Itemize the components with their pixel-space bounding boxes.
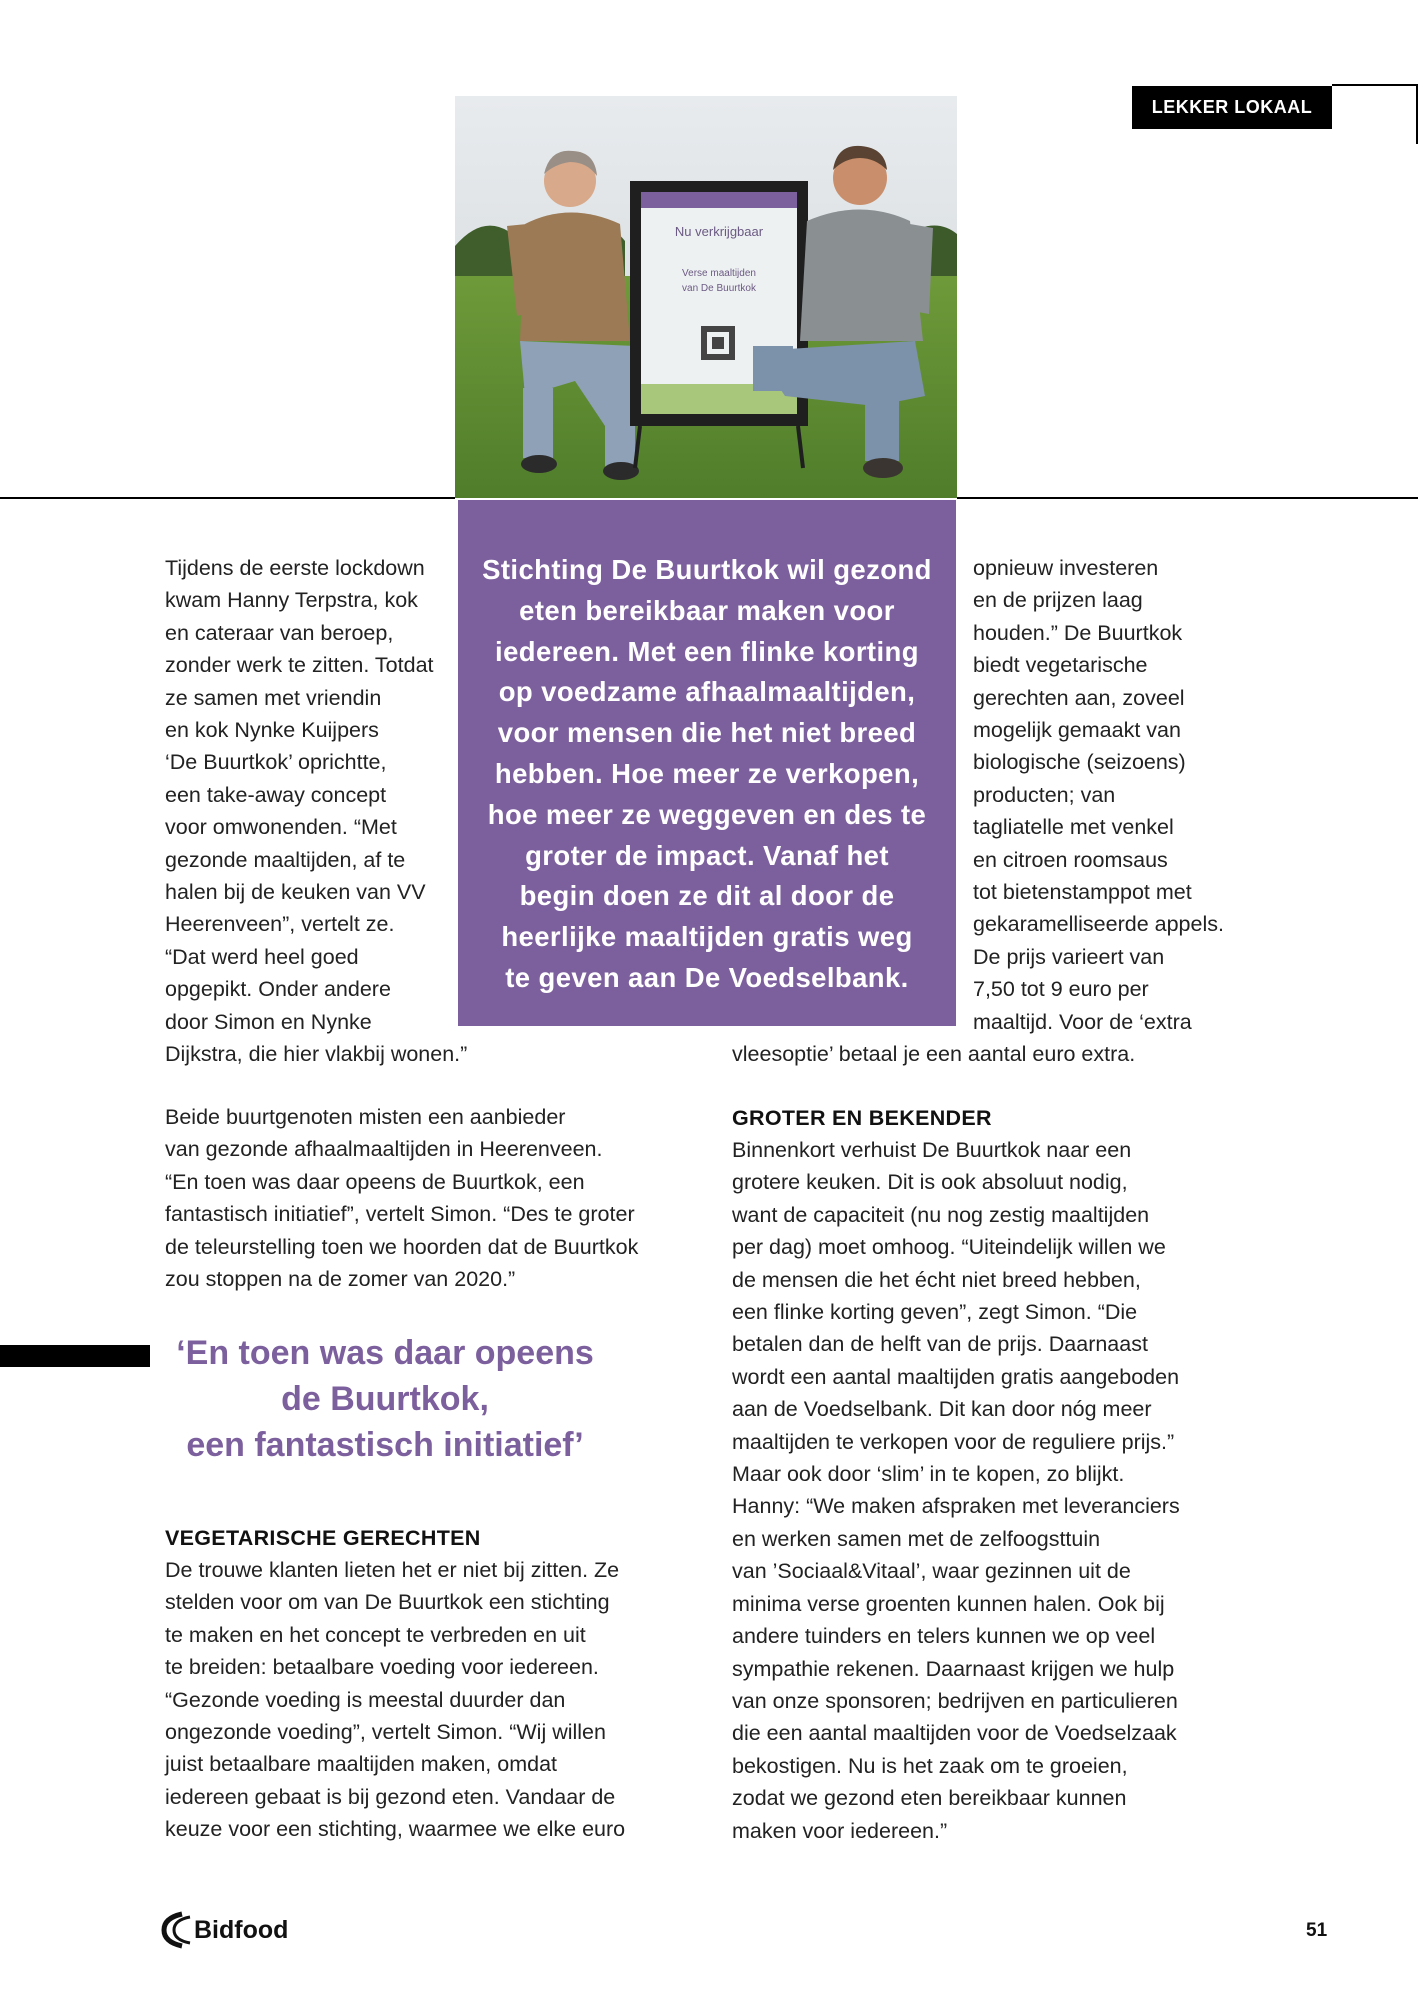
text-line: stelden voor om van De Buurtkok een stichting — [165, 1590, 610, 1615]
text-line: biedt vegetarische — [973, 653, 1148, 678]
text-line: De prijs varieert van — [973, 944, 1165, 969]
text-line: zonder werk te zitten. Totdat — [165, 653, 434, 678]
text-line: fantastisch initiatief”, vertelt Simon. “Des te groter — [165, 1202, 635, 1227]
text-line: zou stoppen na de zomer van 2020.” — [165, 1267, 516, 1292]
text-line: mogelijk gemaakt van — [973, 718, 1181, 743]
left-paragraph-3 — [165, 1554, 625, 1846]
text-line: opgepikt. Onder andere — [165, 977, 391, 1002]
text-line: wordt een aantal maaltijden gratis aangeboden — [732, 1364, 1180, 1389]
text-line: maken voor iedereen.” — [732, 1818, 948, 1843]
text-line: te breiden: betaalbare voeding voor iedereen. — [165, 1655, 599, 1680]
text-line: Hanny: “We maken afspraken met leveranciers — [732, 1494, 1180, 1519]
hero-photo — [455, 96, 957, 498]
quote-line: een fantastisch initiatief’ — [186, 1426, 584, 1464]
text-line: “Gezonde voeding is meestal duurder dan — [165, 1687, 566, 1712]
intro-line: begin doen ze dit al door de — [519, 880, 895, 912]
text-line: door Simon en Nynke — [165, 1009, 372, 1034]
intro-line: Stichting De Buurtkok wil gezond — [482, 554, 932, 585]
text-line: bekostigen. Nu is het zaak om te groeien, — [732, 1753, 1128, 1778]
text-line: voor omwonenden. “Met — [165, 815, 397, 840]
pull-quote — [140, 1330, 630, 1468]
text-line: gerechten aan, zoveel — [973, 685, 1185, 710]
quote-line: de Buurtkok, — [281, 1380, 489, 1418]
text-line: sympathie rekenen. Daarnaast krijgen we hulp — [732, 1656, 1175, 1681]
text-line: per dag) moet omhoog. “Uiteindelijk willen we — [732, 1235, 1166, 1260]
text-line: betalen dan de helft van de prijs. Daarnaast — [732, 1332, 1148, 1357]
intro-line: op voedzame afhaalmaaltijden, — [498, 676, 916, 708]
text-line: “Dat werd heel goed — [165, 944, 359, 969]
text-line: maaltijd. Voor de ‘extra — [973, 1009, 1192, 1034]
heading-vegetarische-gerechten: VEGETARISCHE GERECHTEN — [165, 1526, 481, 1550]
text-line: ongezonde voeding”, vertelt Simon. “Wij willen — [165, 1720, 606, 1745]
text-line: tot bietenstamppot met — [973, 880, 1192, 905]
text-line: houden.” De Buurtkok — [973, 620, 1183, 645]
right-paragraph-2 — [732, 1134, 1180, 1847]
intro-line: hoe meer ze weggeven en des te — [487, 798, 927, 830]
text-line: van ’Sociaal&Vitaal’, waar gezinnen uit de — [732, 1559, 1131, 1584]
text-line: Binnenkort verhuist De Buurtkok naar een — [732, 1138, 1132, 1162]
text-line: keuze voor een stichting, waarmee we elke euro — [165, 1817, 626, 1842]
text-line: en citroen roomsaus — [973, 847, 1168, 872]
bidfood-logo — [160, 1908, 290, 1955]
intro-line: heerlijke maaltijden gratis weg — [501, 921, 913, 953]
text-line: en de prijzen laag — [973, 588, 1143, 613]
text-line: Maar ook door ‘slim’ in te kopen, zo blijkt. — [732, 1462, 1125, 1487]
text-line: aan de Voedselbank. Dit kan door nóg meer — [732, 1397, 1152, 1422]
text-line: van gezonde afhaalmaaltijden in Heerenveen. — [165, 1137, 603, 1162]
right-paragraph-1-end: vleesoptie’ betaal je een aantal euro extra. — [732, 1042, 1136, 1066]
text-line: producten; van — [973, 782, 1116, 807]
text-line: gekaramelliseerde appels. — [973, 912, 1224, 937]
section-tag: LEKKER LOKAAL — [1132, 86, 1332, 129]
right-paragraph-1 — [973, 552, 1224, 1038]
text-line: halen bij de keuken van VV — [165, 880, 426, 905]
text-line: ze samen met vriendin — [165, 685, 382, 710]
text-line: biologische (seizoens) — [973, 750, 1186, 775]
text-line: juist betaalbare maaltijden maken, omdat — [165, 1752, 557, 1777]
text-line: ‘De Buurtkok’ oprichtte, — [165, 750, 387, 775]
text-line: kwam Hanny Terpstra, kok — [165, 588, 418, 613]
text-line: tagliatelle met venkel — [973, 815, 1174, 840]
text-line: 7,50 tot 9 euro per — [973, 977, 1149, 1002]
intro-line: te geven aan De Voedselbank. — [505, 961, 909, 993]
text-line: iedereen gebaat is bij gezond eten. Vandaar de — [165, 1784, 616, 1809]
text-line: te maken en het concept te verbreden en uit — [165, 1622, 586, 1647]
text-line: Tijdens de eerste lockdown — [165, 556, 425, 580]
intro-line: eten bereikbaar maken voor — [519, 594, 895, 626]
text-line: en kok Nynke Kuijpers — [165, 718, 379, 743]
text-line: grotere keuken. Dit is ook absoluut nodig, — [732, 1170, 1128, 1195]
sign-line-3: van De Buurtkok — [682, 283, 756, 294]
main-rule-right — [957, 497, 1418, 499]
main-rule-left — [0, 497, 455, 499]
text-line: Beide buurtgenoten misten een aanbieder — [165, 1105, 566, 1129]
quote-bar — [0, 1345, 150, 1367]
left-paragraph-1 — [165, 552, 467, 1071]
intro-box — [458, 500, 956, 1026]
text-line: de teleurstelling toen we hoorden dat de Buurtkok — [165, 1234, 639, 1259]
text-line: en werken samen met de zelfoogsttuin — [732, 1526, 1101, 1551]
heading-groter-en-bekender: GROTER EN BEKENDER — [732, 1106, 992, 1130]
page-number: 51 — [1306, 1920, 1328, 1941]
text-line: en cateraar van beroep, — [165, 620, 394, 645]
text-line: zodat we gezond eten bereikbaar kunnen — [732, 1786, 1127, 1811]
text-line: een flinke korting geven”, zegt Simon. “Die — [732, 1300, 1138, 1325]
intro-line: voor mensen die het niet breed — [497, 717, 917, 749]
text-line: een take-away concept — [165, 782, 387, 807]
text-line: want de capaciteit (nu nog zestig maaltijden — [732, 1202, 1150, 1227]
intro-line: hebben. Hoe meer ze verkopen, — [494, 757, 920, 789]
text-line: minima verse groenten kunnen halen. Ook bij — [732, 1591, 1165, 1616]
intro-line: iedereen. Met een flinke korting — [495, 635, 919, 667]
text-line: de mensen die het écht niet breed hebben, — [732, 1267, 1141, 1292]
text-line: opnieuw investeren — [973, 556, 1159, 580]
text-line: “En toen was daar opeens de Buurtkok, een — [165, 1169, 585, 1194]
text-line: andere tuinders en telers kunnen we op veel — [732, 1624, 1156, 1649]
sign-board — [630, 181, 808, 468]
text-line: maaltijden te verkopen voor de reguliere prijs.” — [732, 1429, 1175, 1454]
text-line: De trouwe klanten lieten het er niet bij zitten. Ze — [165, 1558, 620, 1582]
text-line: gezonde maaltijden, af te — [165, 847, 406, 872]
text-line: die een aantal maaltijden voor de Voedselzaak — [732, 1721, 1177, 1746]
sign-line-2: Verse maaltijden — [682, 268, 756, 279]
text-line: Dijkstra, die hier vlakbij wonen.” — [165, 1042, 468, 1067]
logo-text: Bidfood — [194, 1916, 289, 1944]
text-line: van onze sponsoren; bedrijven en particulieren — [732, 1688, 1178, 1713]
intro-line: groter de impact. Vanaf het — [525, 839, 889, 871]
sign-line-1: Nu verkrijgbaar — [674, 224, 764, 239]
tag-rule — [1332, 84, 1418, 86]
quote-line: ‘En toen was daar opeens — [176, 1334, 594, 1372]
text-line: Heerenveen”, vertelt ze. — [165, 912, 395, 937]
left-paragraph-2 — [165, 1101, 638, 1295]
